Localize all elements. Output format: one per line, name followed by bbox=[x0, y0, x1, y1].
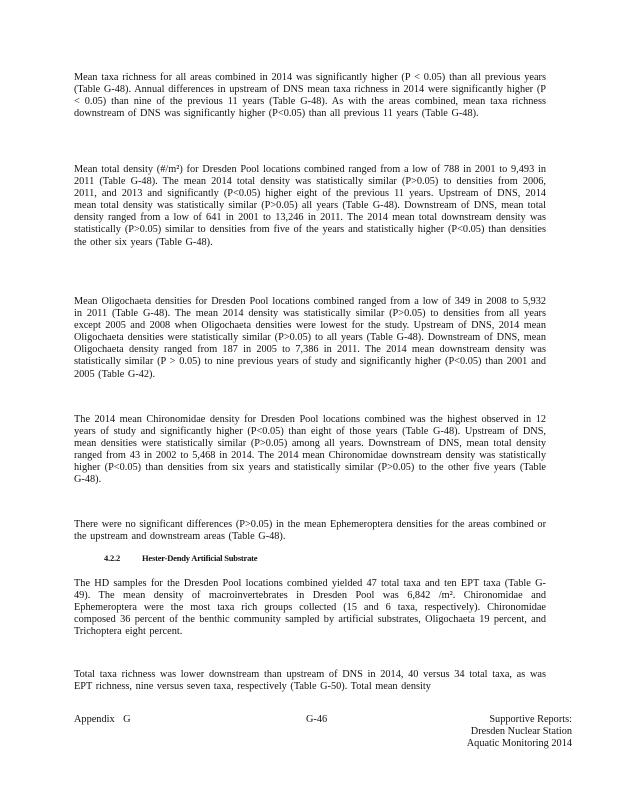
section-number: 4.2.2 bbox=[104, 553, 121, 563]
footer-report-line: Aquatic Monitoring 2014 bbox=[466, 738, 572, 750]
section-title: Hester-Dendy Artificial Substrate bbox=[142, 553, 258, 563]
footer-report-title bbox=[467, 714, 572, 750]
paragraph-taxa-richness: Mean taxa richness for all areas combined in 2014 was significantly higher (P < 0.05) than all previous years (Table G-48). Annual differences in upstream of DNS mean taxa richness in 2014 were significantly higher (P < 0.05) than nine of the previous 11 years (Table G-48). As with the areas combined, mean taxa richness downstream of DNS was significantly higher (P<0.05) than all previous 11 years (Table G-48). bbox=[74, 72, 546, 120]
paragraph-oligochaeta: Mean Oligochaeta densities for Dresden Pool locations combined ranged from a low of 349 in 2008 to 5,932 in 2011 (Table G-48). The mean 2014 density was statistically similar (P>0.05) to densities from all years except 2005 and 2008 when Oligochaeta densities were lowest for the study. Upstream of DNS, 2014 mean Oligochaeta densities were statistically similar (P>0.05) to all years (Table G-48). Downstream of DNS, mean Oligochaeta density ranged from 187 in 2005 to 7,386 in 2011. The 2014 mean downstream density was statistically similar (P > 0.05) to nine previous years of study and significantly higher (P<0.05) than 2001 and 2005 (Table G-42). bbox=[74, 296, 546, 380]
footer-report-line: Supportive Reports: bbox=[489, 714, 572, 725]
paragraph-ephemeroptera: There were no significant differences (P>0.05) in the mean Ephemeroptera densities for the areas combined or the upstream and downstream areas (Table G-48). bbox=[74, 519, 546, 543]
paragraph-richness-comparison: Total taxa richness was lower downstream than upstream of DNS in 2014, 40 versus 34 total taxa, as was EPT richness, nine versus seven taxa, respectively (Table G-50). Total mean density bbox=[74, 669, 546, 693]
paragraph-hd-samples: The HD samples for the Dresden Pool locations combined yielded 47 total taxa and ten EPT taxa (Table G-49). The mean density of macroinvertebrates in Dresden Pool was 6,842 /m². Chironomidae and Ephemeroptera were the most taxa rich groups collected (15 and 6 taxa, respectively). Chironomidae composed 36 percent of the benthic community sampled by artificial substrates, Oligochaeta 19 percent, and Trichoptera eight percent. bbox=[74, 578, 546, 638]
paragraph-chironomidae: The 2014 mean Chironomidae density for Dresden Pool locations combined was the highest observed in 12 years of study and significantly higher (P<0.05) than eight of those years (Table G-48). Upstream of DNS, mean densities were statistically similar (P>0.05) among all years. Downstream of DNS, mean total density ranged from 43 in 2002 to 5,468 in 2014. The 2014 mean Chironomidae downstream density was statistically higher (P<0.05) than densities from six years and statistically similar (P>0.05) to the other five years (Table G-48). bbox=[74, 414, 546, 486]
footer-report-line: Dresden Nuclear Station bbox=[470, 726, 572, 738]
paragraph-total-density: Mean total density (#/m²) for Dresden Pool locations combined ranged from a low of 788 in 2001 to 9,493 in 2011 (Table G-48). The mean 2014 total density was statistically similar (P>0.05) to densities from 2006, 2011, and 2013 and significantly (P<0.05) higher eight of the previous 11 years. Upstream of DNS, 2014 mean total density was statistically similar (P>0.05) all years (Table G-48). Downstream of DNS, mean total density ranged from a low of 641 in 2001 to 13,246 in 2011. The 2014 mean total downstream density was statistically (P>0.05) similar to densities from five of the years and statistically higher (P<0.05) than densities the other six years (Table G-48). bbox=[74, 164, 546, 248]
footer-page-number: G-46 bbox=[306, 714, 328, 725]
section-heading bbox=[104, 553, 257, 563]
footer-appendix-label: Appendix G bbox=[74, 714, 131, 725]
